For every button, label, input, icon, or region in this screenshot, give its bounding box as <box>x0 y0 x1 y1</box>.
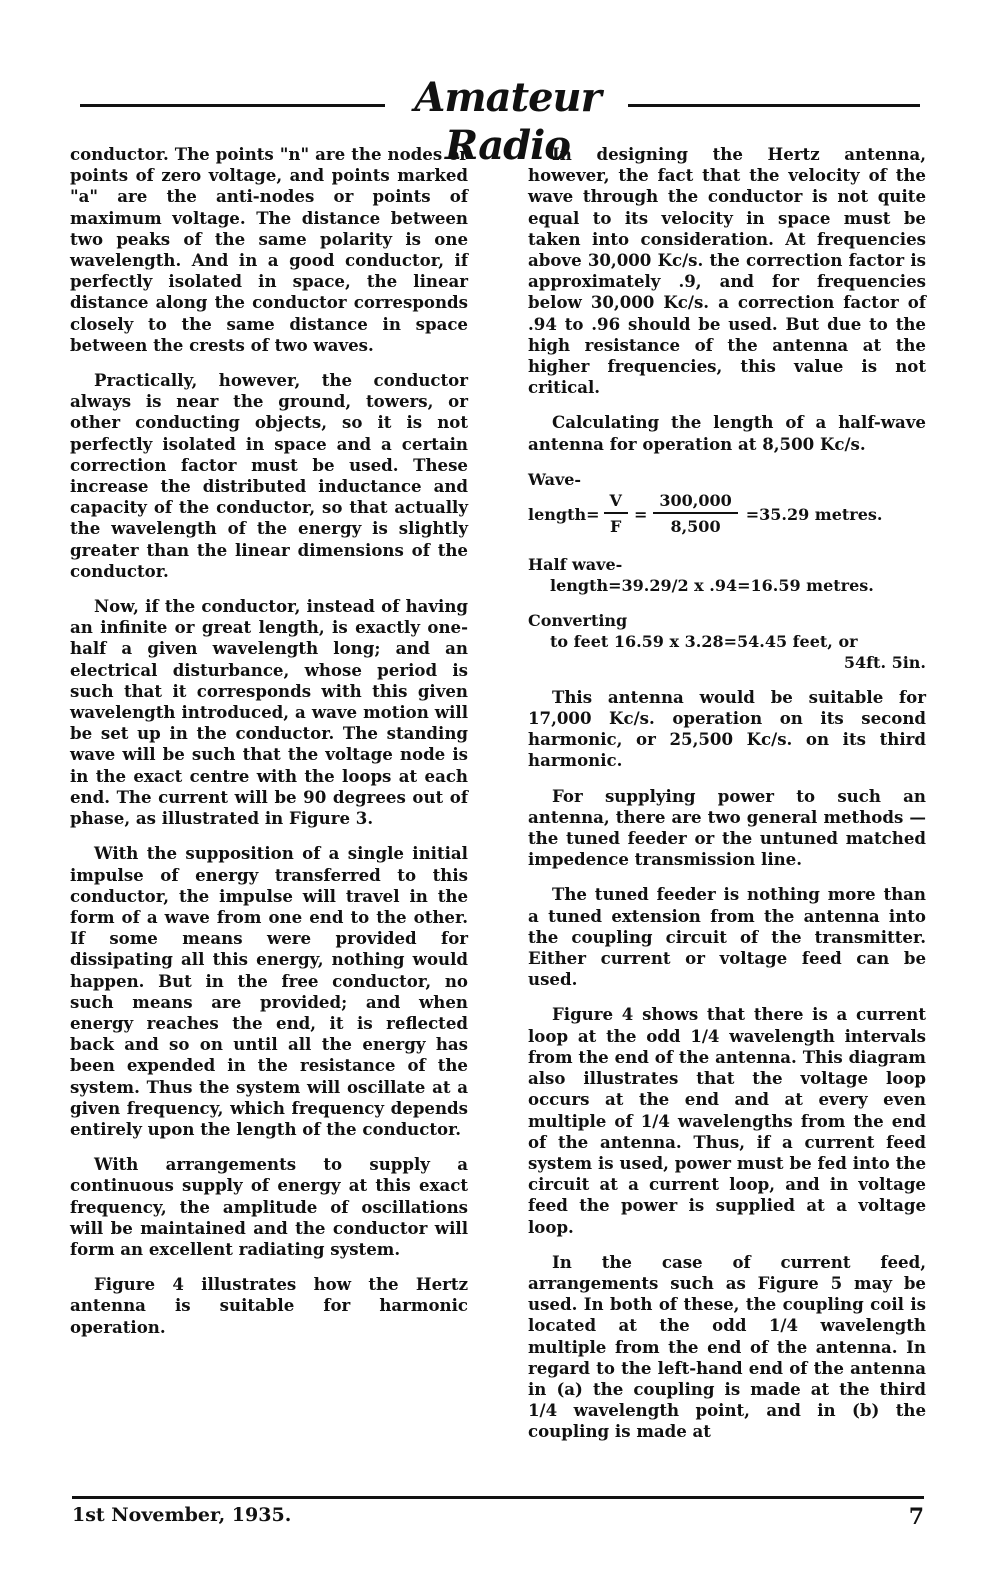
equals-sign: = <box>633 505 648 525</box>
wavelength-calculation <box>528 469 926 540</box>
paragraph: Now, if the conductor, instead of having an infinite or great length, is exactly one-half a given wavelength long; and an electrical disturbance, whose period is such that it corresponds with this given wavelength introduced, a wave motion will be set up in the conductor. The standing wave will be such that the voltage node is in the exact centre with the loops at each end. The current will be 90 degrees out of phase, as illustrated in Figure 3. <box>70 596 468 829</box>
paragraph: With arrangements to supply a continuous supply of energy at this exact frequency, the amplitude of oscillations will be maintained and the conductor will form an excellent radiating system. <box>70 1154 468 1259</box>
paragraph: Calculating the length of a half-wave antenna for operation at 8,500 Kc/s. <box>528 412 926 454</box>
feet-conversion <box>528 610 926 673</box>
f-symbol: F <box>610 516 622 536</box>
converting-result: 54ft. 5in. <box>843 652 926 672</box>
numerator: 300,000 <box>653 490 737 514</box>
paragraph: With the supposition of a single initial impulse of energy transferred to this conductor, the impulse will travel in the form of a wave from one end to the other. If some means were provided for dissipating all this energy, nothing would happen. But in the free conductor, no such means are provided; and when energy reaches the end, it is reflected back and so on until all the energy has been expended in the resistance of the system. Thus the system will oscillate at a given frequency, which frequency depends entirely upon the length of the conductor. <box>70 843 468 1139</box>
masthead-rule-right <box>628 104 920 107</box>
right-column <box>528 144 926 1457</box>
left-column <box>70 144 468 1352</box>
wavelength-result: =35.29 metres. <box>745 505 883 525</box>
v-over-f-fraction <box>604 490 628 540</box>
issue-date: 1st November, 1935. <box>72 1504 292 1526</box>
paragraph: In designing the Hertz antenna, however, the fact that the velocity of the wave through the conductor is not quite equal to its velocity in space must be taken into consideration. At frequencies above 30,000 Kc/s. the correction factor is approximately .9, and for frequencies below 30,000 Kc/s. a correction factor of .94 to .96 should be used. But due to the high resistance of the antenna at the higher frequencies, this value is not critical. <box>528 144 926 398</box>
paragraph: In the case of current feed, arrangements such as Figure 5 may be used. In both of these, the coupling coil is located at the odd 1/4 wavelength multiple from the end of the antenna. In regard to the left-hand end of the antenna in (a) the coupling is made at the third 1/4 wavelength point, and in (b) the coupling is made at <box>528 1251 926 1442</box>
footer-rule <box>72 1496 924 1499</box>
v-symbol: V <box>604 490 628 514</box>
wave-label: Wave- <box>528 469 582 489</box>
wavelength-formula <box>528 490 926 540</box>
paragraph: Practically, however, the conductor always is near the ground, towers, or other conducting objects, so it is not perfectly isolated in space and a certain correction factor must be used. These increase the distributed inductance and capacity of the conductor, so that actually the wavelength of the energy is slightly greater than the linear dimensions of the conductor. <box>70 370 468 581</box>
paragraph: The tuned feeder is nothing more than a tuned extension from the antenna into the coupling circuit of the transmitter. Either current or voltage feed can be used. <box>528 884 926 990</box>
page-number: 7 <box>908 1504 924 1530</box>
denominator: 8,500 <box>670 516 721 536</box>
masthead-title: Amateur Radio <box>414 74 601 169</box>
paragraph: conductor. The points "n" are the nodes or points of zero voltage, and points marked "a" are the anti-nodes or points of maximum voltage. The distance between two peaks of the same polarity is one wavelength. And in a good conductor, if perfectly isolated in space, the linear distance along the conductor corresponds closely to the same distance in space between the crests of two waves. <box>70 144 468 355</box>
half-wave-label: Half wave- <box>528 554 623 574</box>
masthead-rule-left <box>80 104 385 107</box>
numeric-fraction <box>653 490 737 540</box>
paragraph: Figure 4 shows that there is a current loop at the odd 1/4 wavelength intervals from the end of the antenna. This diagram also illustrates that the voltage loop occurs at the end and at every even multiple of 1/4 wavelengths from the end of the antenna. Thus, if a current feed system is used, power must be fed into the circuit at a current loop, and in voltage feed the power is supplied at a voltage loop. <box>528 1004 926 1237</box>
converting-label: Converting <box>528 610 628 630</box>
converting-line: to feet 16.59 x 3.28=54.45 feet, or <box>550 631 858 651</box>
half-wave-line: length=39.29/2 x .94=16.59 metres. <box>550 575 874 595</box>
paragraph: For supplying power to such an antenna, there are two general methods —the tuned feeder or the untuned matched impedence transmission line. <box>528 785 926 870</box>
paragraph: This antenna would be suitable for 17,000 Kc/s. operation on its second harmonic, or 25,500 Kc/s. on its third harmonic. <box>528 686 926 771</box>
paragraph: Figure 4 illustrates how the Hertz antenna is suitable for harmonic operation. <box>70 1274 468 1337</box>
half-wave-calculation <box>528 554 926 596</box>
masthead-header <box>80 68 920 169</box>
page-footer <box>72 1496 924 1530</box>
length-label: length= <box>528 505 600 525</box>
